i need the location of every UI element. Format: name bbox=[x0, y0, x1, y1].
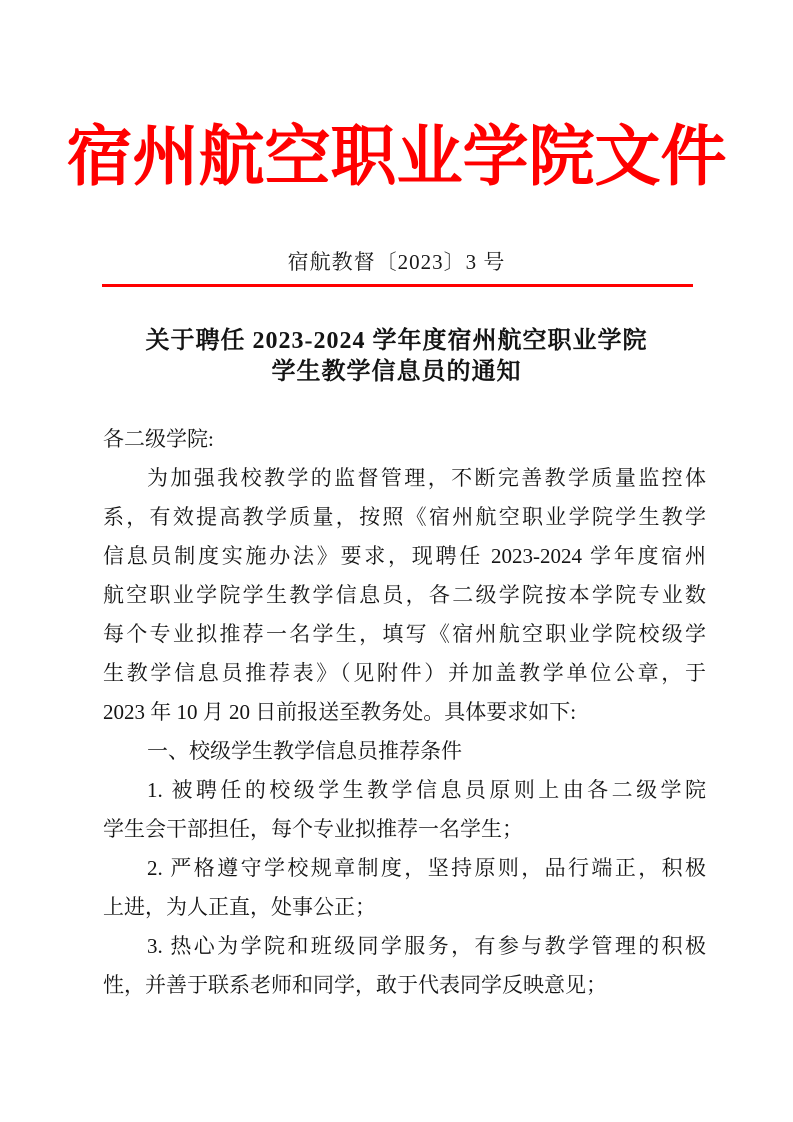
doc-title-line2: 学生教学信息员的通知 bbox=[271, 359, 522, 385]
body-line: 3. 热心为学院和班级同学服务，有参与教学管理的积极 bbox=[147, 934, 706, 958]
body-line: 为加强我校教学的监督管理，不断完善教学质量监控体 bbox=[147, 466, 706, 490]
doc-title-line1: 关于聘任 2023-2024 学年度宿州航空职业学院 bbox=[145, 328, 648, 354]
body-line: 航空职业学院学生教学信息员，各二级学院按本学院专业数 bbox=[103, 583, 706, 607]
body-text bbox=[103, 420, 706, 1005]
body-line: 每个专业拟推荐一名学生，填写《宿州航空职业学院校级学 bbox=[103, 622, 706, 646]
body-line: 2. 严格遵守学校规章制度，坚持原则，品行端正，积极 bbox=[147, 856, 706, 880]
red-divider bbox=[102, 284, 693, 287]
org-title: 宿州航空职业学院文件 bbox=[66, 121, 727, 194]
body-line: 信息员制度实施办法》要求，现聘任 2023-2024 学年度宿州 bbox=[103, 544, 706, 568]
doc-title bbox=[0, 326, 793, 388]
section-heading: 一、校级学生教学信息员推荐条件 bbox=[147, 739, 462, 763]
body-line: 性，并善于联系老师和同学，敢于代表同学反映意见； bbox=[103, 973, 607, 997]
body-line: 学生会干部担任，每个专业拟推荐一名学生； bbox=[103, 817, 523, 841]
body-line: 1. 被聘任的校级学生教学信息员原则上由各二级学院 bbox=[147, 778, 706, 802]
body-line: 2023 年 10 月 20 日前报送至教务处。具体要求如下: bbox=[103, 700, 577, 724]
doc-number: 宿航教督〔2023〕3 号 bbox=[287, 250, 506, 274]
body-line: 系，有效提高教学质量，按照《宿州航空职业学院学生教学 bbox=[103, 505, 706, 529]
body-line: 生教学信息员推荐表》（见附件）并加盖教学单位公章，于 bbox=[103, 661, 706, 685]
body-line: 上进，为人正直，处事公正； bbox=[103, 895, 376, 919]
salutation: 各二级学院: bbox=[103, 427, 214, 451]
